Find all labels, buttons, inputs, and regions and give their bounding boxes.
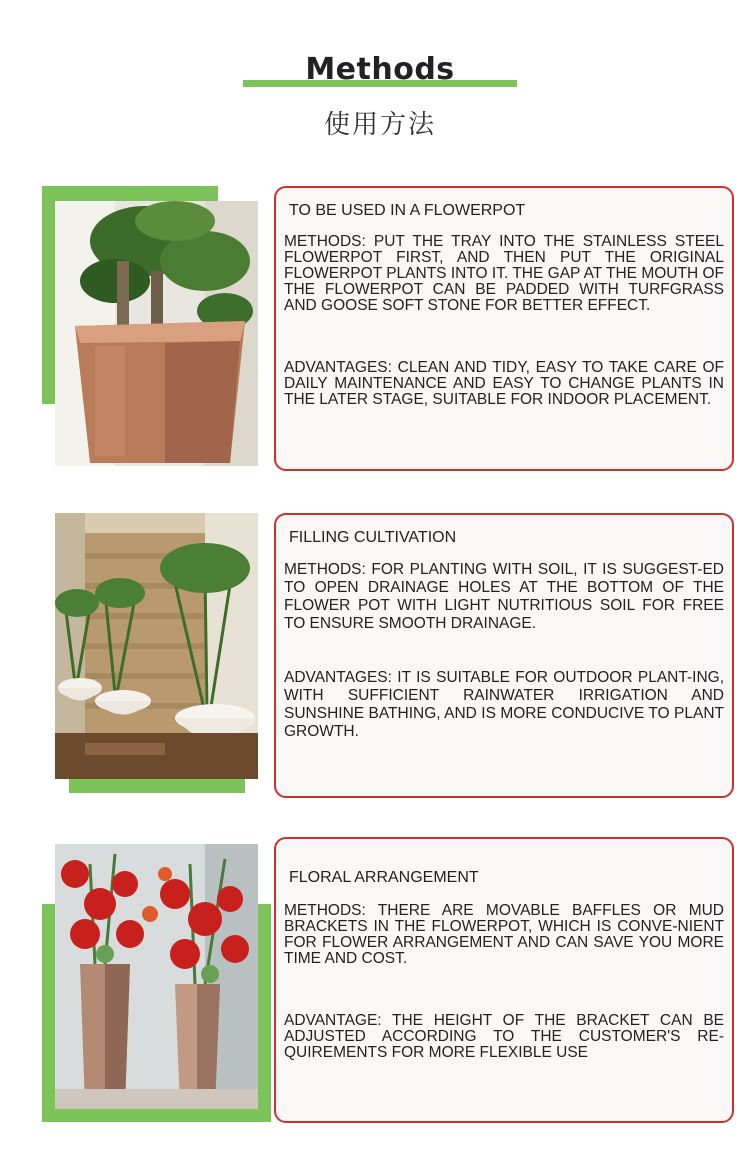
card-heading: FILLING CULTIVATION (289, 529, 457, 546)
info-card (274, 513, 734, 798)
outdoor-planters-photo (55, 513, 258, 779)
page-header (0, 0, 750, 150)
card-heading: FLORAL ARRANGEMENT (289, 869, 479, 886)
page-subtitle: 使用方法 (323, 110, 436, 140)
info-card (274, 186, 734, 471)
info-card (274, 837, 734, 1123)
card-advantages-text: ADVANTAGE: THE HEIGHT OF THE BRACKET CAN BE ADJUSTED ACCORDING TO THE CUSTOMER'S RE-QUIREMENTS FOR MORE FLEXIBLE USE (284, 1012, 724, 1061)
card-heading: TO BE USED IN A FLOWERPOT (289, 202, 526, 219)
flowerpot-photo (55, 201, 258, 466)
floral-vases-photo (55, 844, 258, 1109)
card-methods-text: METHODS: FOR PLANTING WITH SOIL, IT IS SUGGEST-ED TO OPEN DRAINAGE HOLES AT THE BOTTOM OF THE FLOWER POT WITH LIGHT NUTRITIOUS SOIL FOR FREE TO ENSURE SMOOTH DRAINAGE. (284, 561, 724, 632)
card-methods-text: METHODS: PUT THE TRAY INTO THE STAINLESS STEEL FLOWERPOT FIRST, AND THEN PUT THE ORIGINAL FLOWERPOT PLANTS INTO IT. THE GAP AT THE MOUTH OF THE FLOWERPOT CAN BE PADDED WITH TURFGRASS AND GOOSE SOFT STONE FOR BETTER EFFECT. (284, 233, 724, 314)
card-advantages-text: ADVANTAGES: CLEAN AND TIDY, EASY TO TAKE CARE OF DAILY MAINTENANCE AND EASY TO CHANGE PLANTS IN THE LATER STAGE, SUITABLE FOR INDOOR PLACEMENT. (284, 359, 724, 408)
page-title: Methods (305, 52, 455, 87)
card-methods-text: METHODS: THERE ARE MOVABLE BAFFLES OR MUD BRACKETS IN THE FLOWERPOT, WHICH IS CONVE-NIENT FOR FLOWER ARRANGEMENT AND CAN SAVE YOU MORE TIME AND COST. (284, 902, 724, 967)
card-advantages-text: ADVANTAGES: IT IS SUITABLE FOR OUTDOOR PLANT-ING, WITH SUFFICIENT RAINWATER IRRIGATION AND SUNSHINE BATHING, AND IS MORE CONDUCIVE TO PLANT GROWTH. (284, 669, 724, 740)
